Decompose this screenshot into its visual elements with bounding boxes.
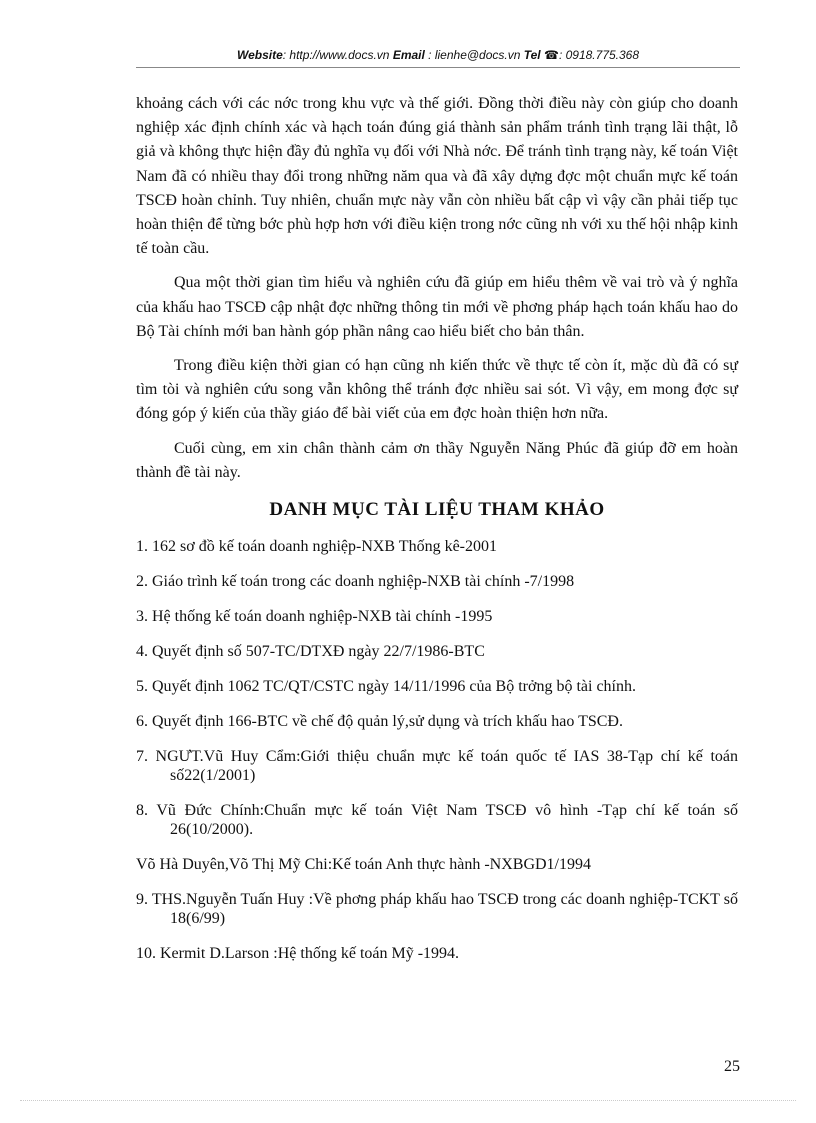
email-value: : lienhe@docs.vn	[428, 48, 521, 62]
page-number: 25	[724, 1058, 740, 1075]
website-label: Website	[236, 48, 283, 62]
reference-item: 9. THS.Nguyễn Tuấn Huy :Về phơng pháp khấu hao TSCĐ trong các doanh nghiệp-TCKT số 18(6/99)	[136, 891, 738, 928]
reference-item: 6. Quyết định 166-BTC về chế độ quản lý,sử dụng và trích khấu hao TSCĐ.	[136, 713, 623, 731]
reference-item: 3. Hệ thống kế toán doanh nghiệp-NXB tài chính -1995	[136, 608, 493, 626]
reference-item: 8. Vũ Đức Chính:Chuẩn mực kế toán Việt Nam TSCĐ vô hình -Tạp chí kế toán số 26(10/2000).	[136, 802, 738, 839]
reference-item: Võ Hà Duyên,Võ Thị Mỹ Chi:Kế toán Anh thực hành -NXBGD1/1994	[136, 856, 591, 874]
reference-item: 10. Kermit D.Larson :Hệ thống kế toán Mỹ -1994.	[136, 945, 460, 963]
email-label: Email	[392, 48, 425, 62]
paragraph-1: khoảng cách với các nớc trong khu vực và thế giới. Đồng thời điều này còn giúp cho doanh nghiệp xác định chính xác và hạch toán đúng giá thành sản phẩm tránh tình trạng lãi thật, lỗ giả và không thực hiện đầy đủ nghĩa vụ đối với Nhà nớc. Để tránh tình trạng này, kế toán Việt Nam đã có nhiều thay đổi trong những năm qua và đã xây dựng đợc một chuẩn mực kế toán TSCĐ hoàn chỉnh. Tuy nhiên, chuẩn mực này vẫn còn nhiều bất cập vì vậy cần phải tiếp tục hoàn thiện để từng bớc phù hợp hơn với điều kiện trong nớc cũng nh với xu thế hội nhập kinh tế toàn cầu.	[136, 95, 738, 258]
reference-item: 2. Giáo trình kế toán trong các doanh nghiệp-NXB tài chính -7/1998	[136, 573, 575, 591]
reference-item: 7. NGƯT.Vũ Huy Cẩm:Giới thiệu chuẩn mực kế toán quốc tế IAS 38-Tạp chí kế toán số22(1/2001)	[136, 748, 738, 785]
page-header	[136, 48, 740, 62]
reference-item: 5. Quyết định 1062 TC/QT/CSTC ngày 14/11/1996 của Bộ trởng bộ tài chính.	[136, 678, 636, 696]
section-title: DANH MỤC TÀI LIỆU THAM KHẢO	[269, 499, 605, 521]
tel-value: ☎: 0918.775.368	[544, 48, 640, 62]
tel-label: Tel	[523, 48, 541, 62]
page-content	[136, 92, 738, 979]
reference-item: 1. 162 sơ đồ kế toán doanh nghiệp-NXB Thống kê-2001	[136, 538, 498, 556]
website-value: : http://www.docs.vn	[282, 48, 390, 62]
footer-divider	[20, 1100, 796, 1101]
paragraph-4: Cuối cùng, em xin chân thành cảm ơn thầy Nguyễn Năng Phúc đã giúp đỡ em hoàn thành đề tài này.	[136, 439, 738, 481]
paragraph-3: Trong điều kiện thời gian có hạn cũng nh kiến thức về thực tế còn ít, mặc dù đã có sự tìm tòi và nghiên cứu song vẫn không thể tránh đợc nhiều sai sót. Vì vậy, em mong đợc sự đóng góp ý kiến của thầy giáo để bài viết của em đợc hoàn thiện hơn nữa.	[136, 357, 738, 423]
paragraph-2: Qua một thời gian tìm hiểu và nghiên cứu đã giúp em hiểu thêm về vai trò và ý nghĩa của khấu hao TSCĐ cập nhật đợc những thông tin mới về phơng pháp hạch toán khấu hao do Bộ Tài chính mới ban hành góp phần nâng cao hiểu biết cho bản thân.	[136, 274, 738, 340]
reference-item: 4. Quyết định số 507-TC/DTXĐ ngày 22/7/1986-BTC	[136, 643, 485, 661]
reference-list	[136, 537, 738, 963]
header-divider	[136, 67, 740, 68]
